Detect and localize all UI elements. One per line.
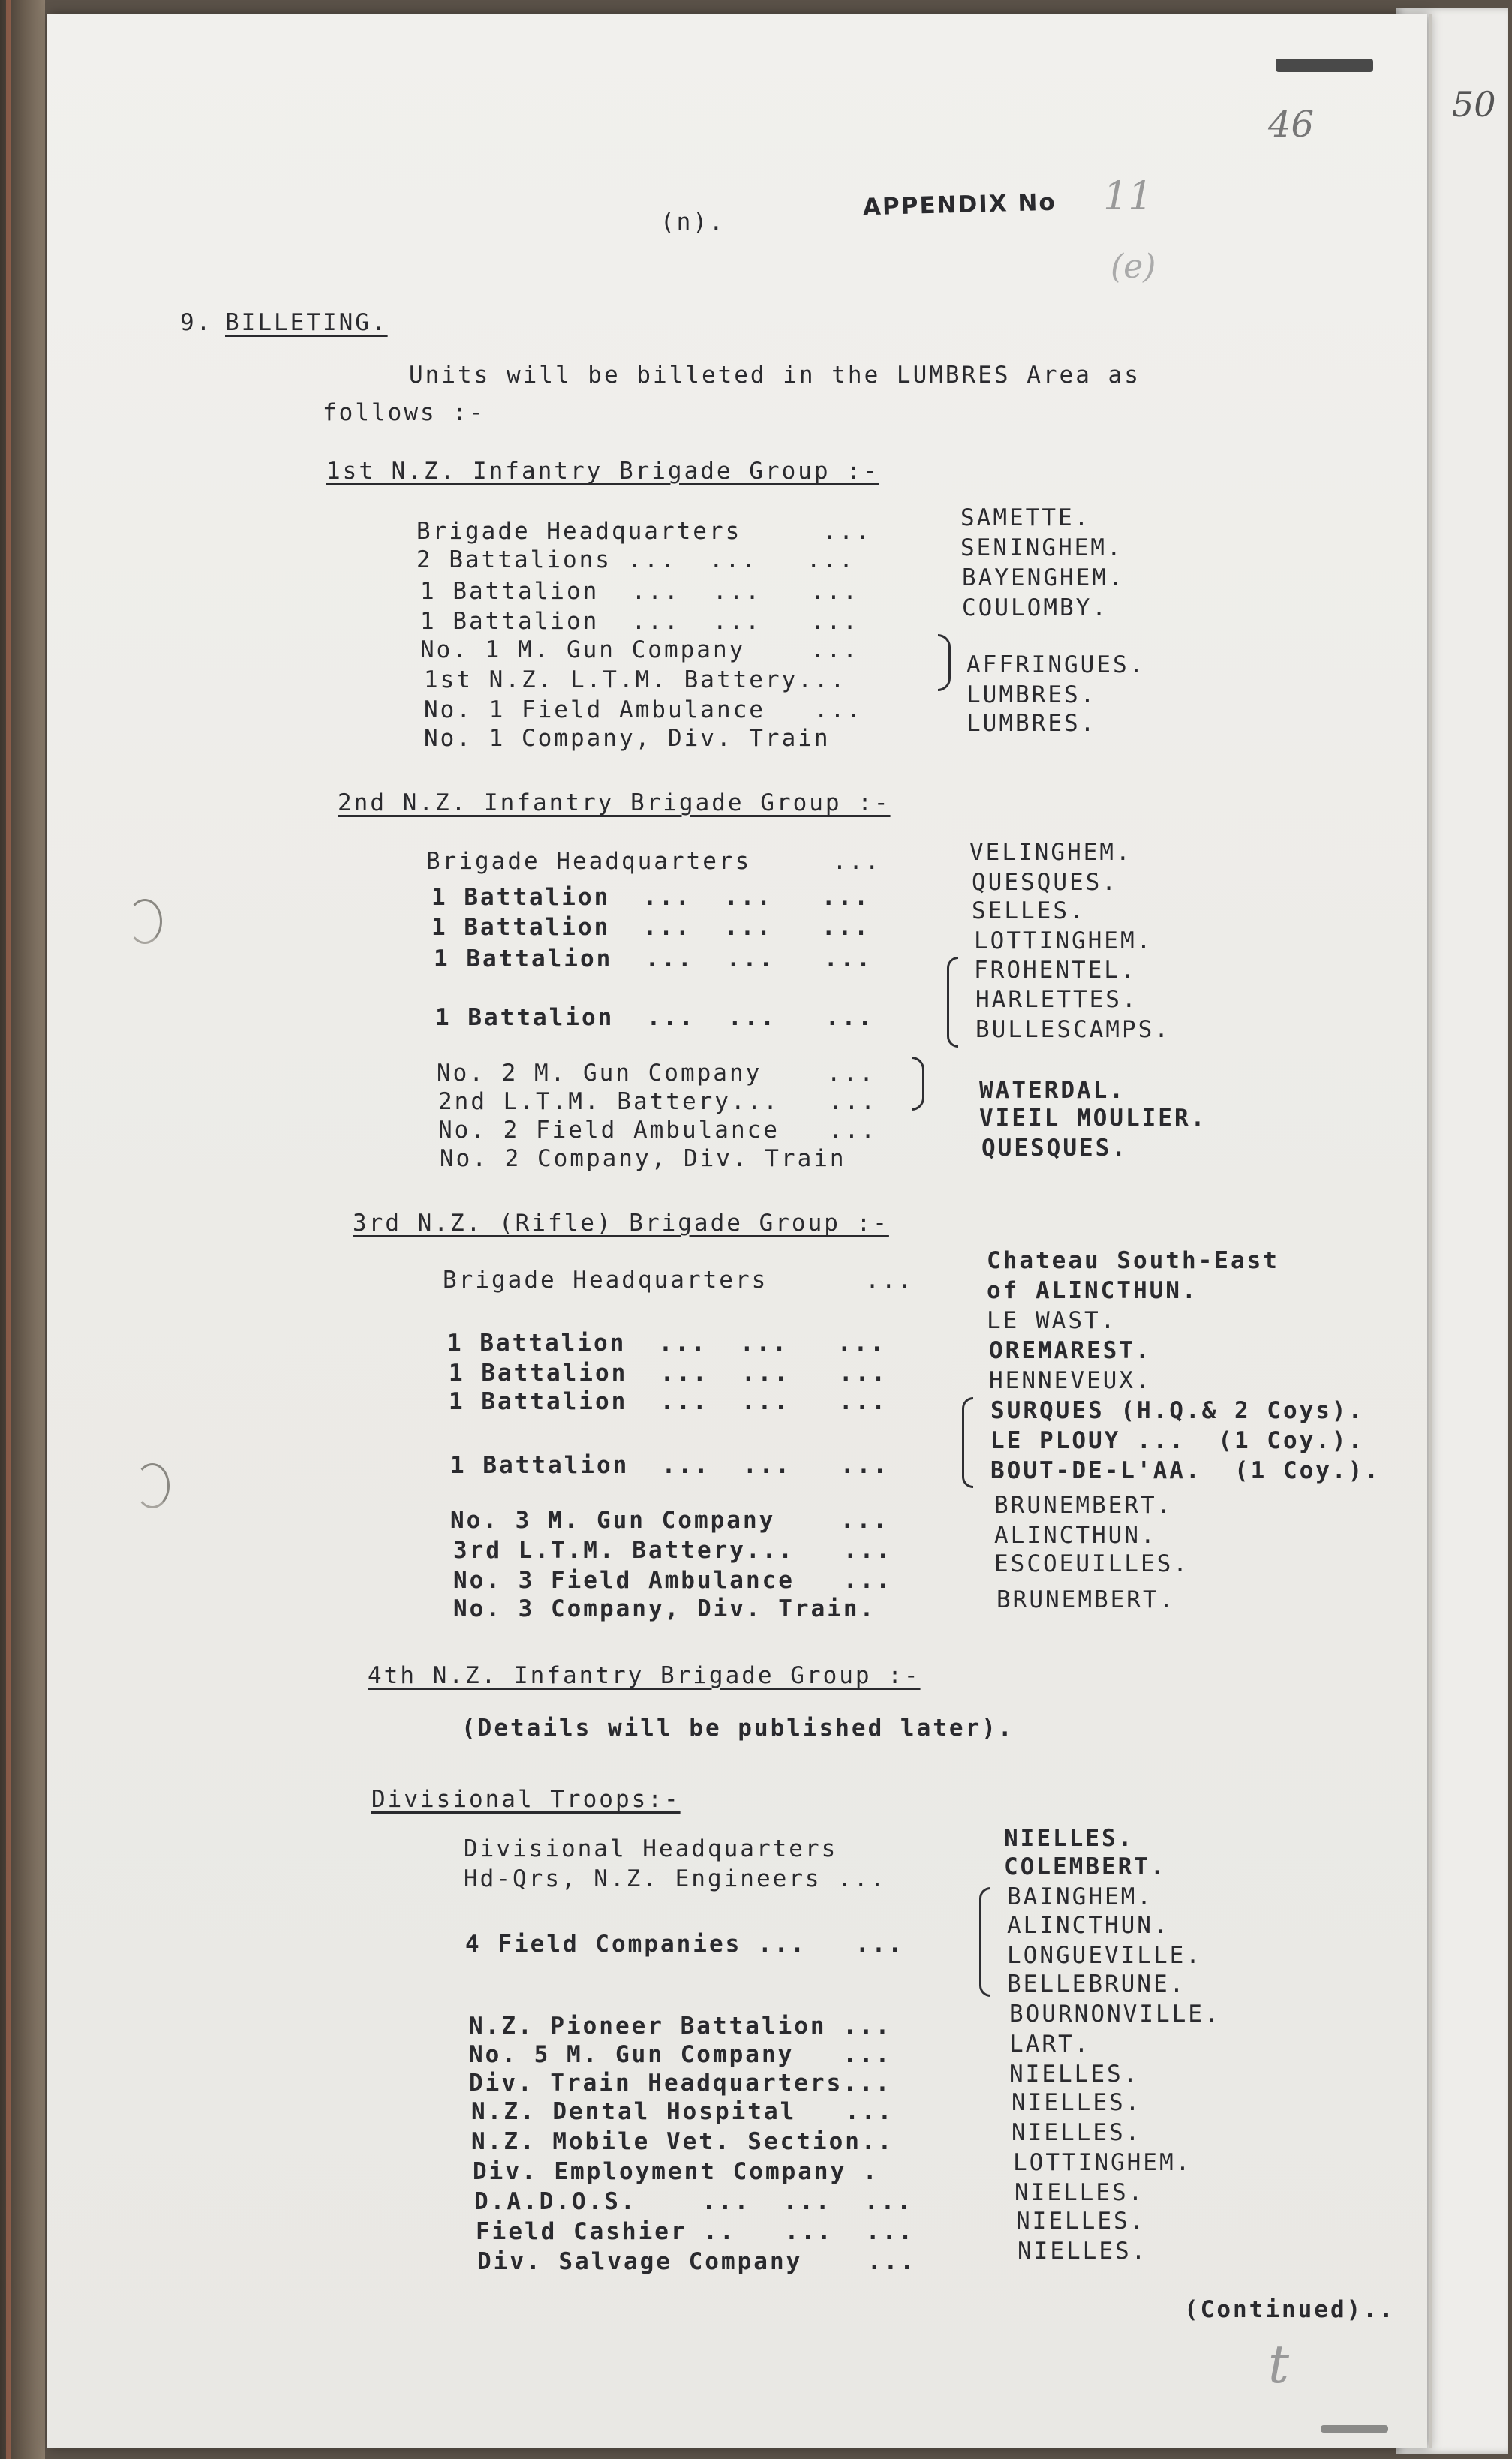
unit-label: 2nd L.T.M. Battery... ...	[438, 1088, 877, 1115]
brace	[912, 1057, 924, 1111]
location-label: LE WAST.	[987, 1307, 1117, 1334]
punch-hole	[128, 899, 162, 944]
brace	[947, 957, 958, 1048]
unit-label: No. 2 Field Ambulance ...	[438, 1117, 877, 1144]
unit-label: No. 3 Field Ambulance ...	[453, 1567, 892, 1594]
unit-label: No. 2 M. Gun Company ...	[437, 1060, 876, 1087]
group-heading-3rd-brigade: 3rd N.Z. (Rifle) Brigade Group :-	[353, 1210, 889, 1237]
appendix-number-handwritten: 11	[1103, 174, 1153, 219]
location-label: BULLESCAMPS.	[975, 1016, 1171, 1043]
location-label: ALINCTHUN.	[994, 1522, 1157, 1549]
section-title: BILLETING.	[225, 309, 388, 336]
unit-label: Div. Train Headquarters...	[469, 2070, 892, 2097]
location-label: HENNEVEUX.	[989, 1367, 1152, 1394]
intro-line-2: follows :-	[323, 399, 485, 426]
location-label: NIELLES.	[1012, 2089, 1142, 2116]
unit-label: Div. Salvage Company ...	[477, 2248, 916, 2275]
unit-label: 1 Battalion ... ... ...	[420, 578, 859, 605]
group-heading-2nd-brigade: 2nd N.Z. Infantry Brigade Group :-	[338, 789, 891, 816]
handwritten-mark: t	[1268, 2334, 1290, 2395]
unit-label: 1 Battalion ... ... ...	[447, 1330, 886, 1357]
location-label: NIELLES.	[1018, 2238, 1148, 2265]
location-label: NIELLES.	[1012, 2119, 1142, 2146]
unit-label: No. 1 M. Gun Company ...	[420, 636, 859, 663]
handwritten-page-number: 46	[1268, 104, 1315, 146]
location-label: VELINGHEM.	[969, 839, 1132, 866]
location-label: LOTTINGHEM.	[974, 927, 1153, 954]
unit-label: Hd-Qrs, N.Z. Engineers ...	[464, 1865, 887, 1892]
location-label: ALINCTHUN.	[1007, 1912, 1170, 1939]
unit-label: 2 Battalions ... ... ...	[416, 546, 855, 573]
location-label: BAYENGHEM.	[962, 564, 1125, 591]
unit-label: 1 Battalion ... ... ...	[435, 1004, 874, 1031]
unit-label: 1 Battalion ... ... ...	[431, 884, 870, 911]
location-label: SAMETTE.	[960, 504, 1091, 531]
punch-hole	[135, 1463, 170, 1508]
group-heading-1st-brigade: 1st N.Z. Infantry Brigade Group :-	[326, 458, 879, 485]
unit-label: 1 Battalion ... ... ...	[431, 914, 870, 941]
handwritten-page-number-right: 50	[1452, 84, 1496, 125]
location-label: NIELLES.	[1016, 2208, 1147, 2235]
location-label: BRUNEMBERT.	[996, 1586, 1176, 1613]
location-label: FROHENTEL.	[974, 957, 1137, 984]
location-label: NIELLES.	[1009, 2061, 1140, 2088]
location-label: SENINGHEM.	[960, 534, 1123, 561]
unit-label: 1st N.Z. L.T.M. Battery...	[424, 666, 847, 693]
brace	[938, 634, 951, 691]
location-label: of ALINCTHUN.	[987, 1277, 1198, 1304]
location-label: OREMAREST.	[989, 1337, 1152, 1364]
unit-label: Brigade Headquarters ...	[426, 848, 882, 875]
unit-label: 1 Battalion ... ... ...	[420, 608, 859, 635]
location-label: NIELLES.	[1004, 1825, 1135, 1852]
location-label: ESCOEUILLES.	[994, 1550, 1189, 1577]
unit-label: Divisional Headquarters	[464, 1835, 838, 1862]
location-label: QUESQUES.	[981, 1135, 1128, 1162]
location-label: Chateau South-East	[987, 1247, 1279, 1274]
location-label: COLEMBERT.	[1004, 1853, 1167, 1880]
location-label: NIELLES.	[1015, 2179, 1145, 2206]
unit-label: 3rd L.T.M. Battery... ...	[453, 1537, 892, 1564]
location-label: HARLETTES.	[975, 986, 1138, 1013]
section-number: 9.	[180, 309, 213, 336]
unit-label: Brigade Headquarters ...	[416, 518, 872, 545]
brace	[962, 1397, 973, 1488]
binder-stripe	[6, 0, 11, 2459]
location-label: BELLEBRUNE.	[1007, 1971, 1186, 1998]
location-label: WATERDAL.	[979, 1077, 1126, 1104]
ink-smudge-bottom	[1321, 2425, 1388, 2433]
location-label: QUESQUES.	[972, 869, 1118, 896]
unit-label: N.Z. Pioneer Battalion ...	[469, 2013, 892, 2040]
appendix-sub-handwritten: (e)	[1111, 248, 1156, 286]
location-label: AFFRINGUES.	[966, 651, 1146, 678]
location-label: LUMBRES.	[966, 681, 1097, 708]
location-label: BRUNEMBERT.	[994, 1492, 1174, 1519]
group-heading-4th-brigade: 4th N.Z. Infantry Brigade Group :-	[368, 1662, 921, 1689]
unit-label: No. 2 Company, Div. Train	[440, 1145, 846, 1172]
continued-label: (Continued)..	[1184, 2296, 1396, 2323]
location-label: BOURNONVILLE.	[1009, 2001, 1221, 2028]
unit-label: 1 Battalion ... ... ...	[449, 1388, 888, 1415]
location-label: LONGUEVILLE.	[1007, 1942, 1202, 1969]
unit-label: No. 1 Field Ambulance ...	[424, 696, 863, 723]
unit-label: No. 3 M. Gun Company ...	[450, 1507, 889, 1534]
unit-label: Div. Employment Company .	[473, 2158, 879, 2185]
unit-label: No. 5 M. Gun Company ...	[469, 2041, 892, 2068]
unit-label: No. 3 Company, Div. Train.	[453, 1595, 876, 1622]
unit-label: D.A.D.O.S. ... ... ...	[474, 2188, 913, 2215]
location-label: COULOMBY.	[962, 594, 1108, 621]
unit-label: 1 Battalion ... ... ...	[449, 1360, 888, 1387]
location-label: BAINGHEM.	[1007, 1883, 1153, 1910]
location-label: BOUT-DE-L'AA. (1 Coy.).	[990, 1457, 1381, 1484]
location-label: LE PLOUY ... (1 Coy.).	[990, 1427, 1365, 1454]
group-note-4th-brigade: (Details will be published later).	[461, 1715, 1015, 1742]
unit-label: 4 Field Companies ... ...	[465, 1931, 904, 1958]
group-heading-divisional-troops: Divisional Troops:-	[371, 1786, 681, 1813]
page-edge	[1429, 14, 1432, 2448]
location-label: LOTTINGHEM.	[1013, 2149, 1192, 2176]
unit-label: N.Z. Dental Hospital ...	[471, 2098, 894, 2125]
location-label: SELLES.	[972, 897, 1086, 924]
unit-label: N.Z. Mobile Vet. Section..	[471, 2128, 894, 2155]
unit-label: 1 Battalion ... ... ...	[434, 945, 873, 972]
section-mark: (n).	[660, 209, 726, 236]
brace	[979, 1887, 990, 1997]
unit-label: No. 1 Company, Div. Train	[424, 725, 831, 752]
location-label: VIEIL MOULIER.	[979, 1105, 1207, 1132]
location-label: LART.	[1009, 2031, 1091, 2058]
intro-line-1: Units will be billeted in the LUMBRES Area as	[409, 362, 1141, 389]
unit-label: Field Cashier .. ... ...	[476, 2218, 915, 2245]
ink-smudge	[1276, 59, 1373, 72]
location-label: SURQUES (H.Q.& 2 Coys).	[990, 1397, 1365, 1424]
location-label: LUMBRES.	[966, 710, 1097, 737]
unit-label: Brigade Headquarters ...	[443, 1267, 915, 1294]
unit-label: 1 Battalion ... ... ...	[450, 1452, 889, 1479]
appendix-label: APPENDIX No	[862, 188, 1057, 221]
